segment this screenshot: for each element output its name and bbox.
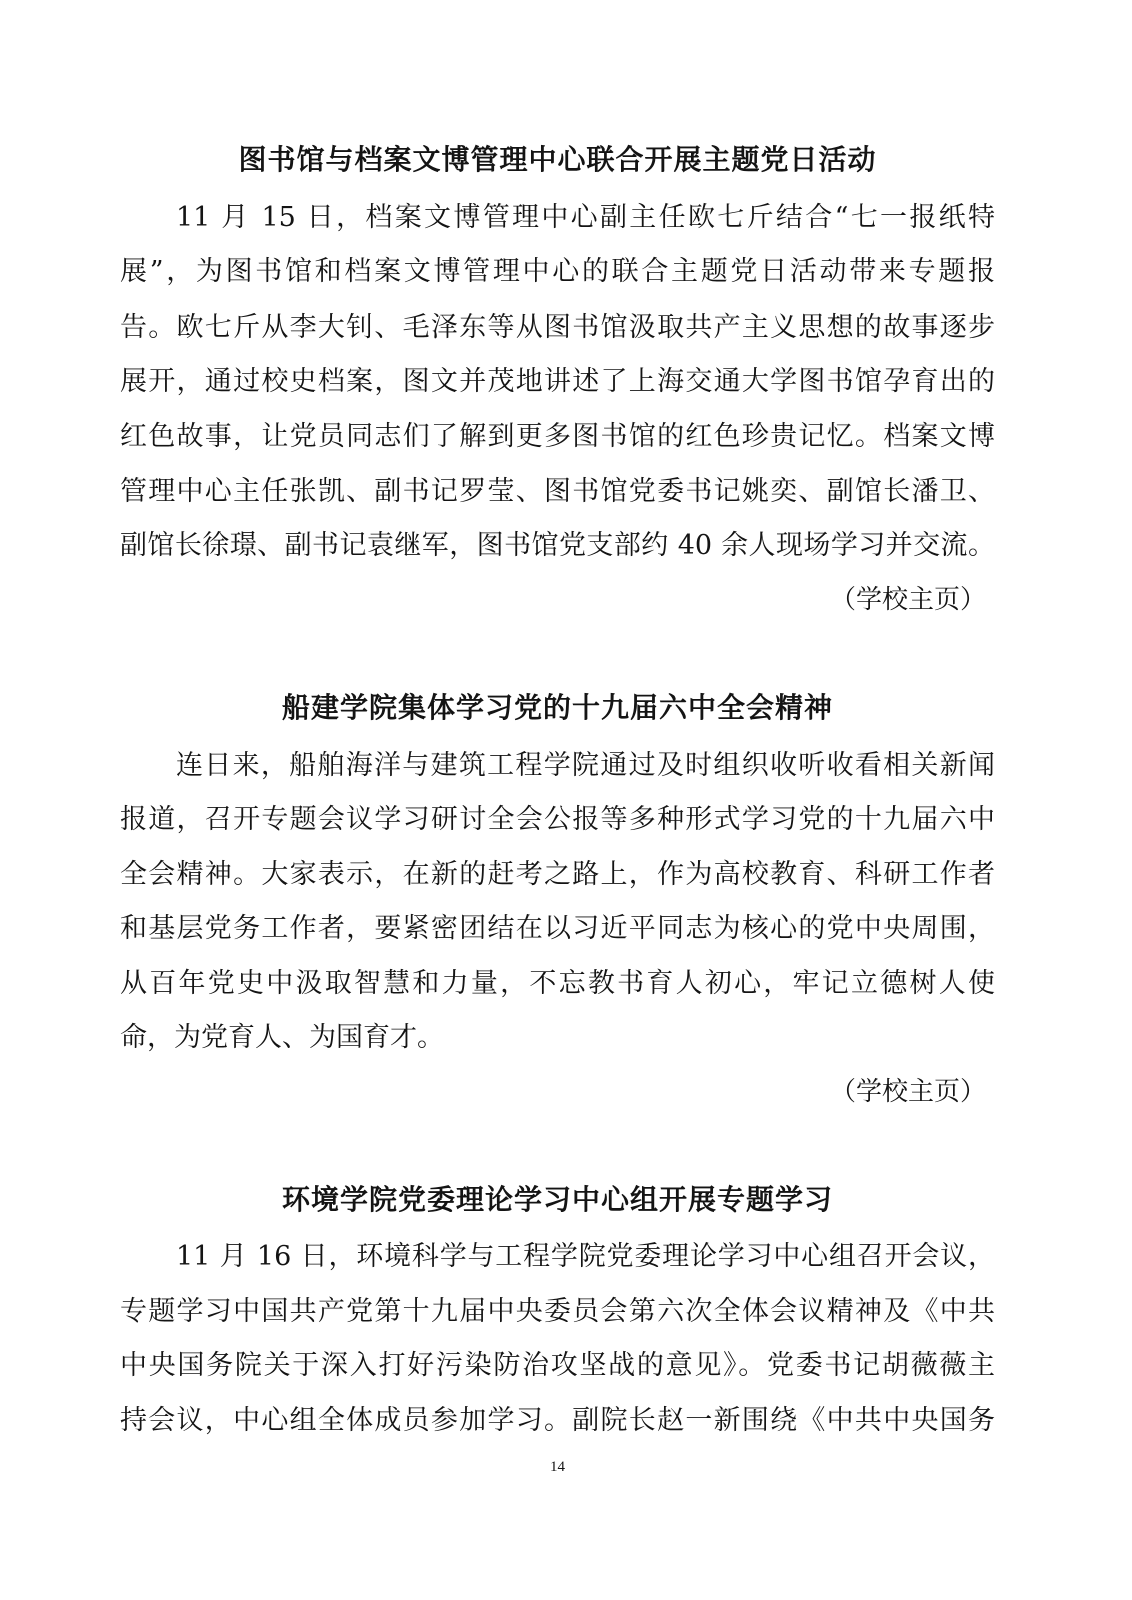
paragraph-line: 连日来，船舶海洋与建筑工程学院通过及时组织收听收看相关新闻: [176, 750, 995, 781]
paragraph-line: 持会议，中心组全体成员参加学习。副院长赵一新围绕《中共中央国务: [120, 1405, 995, 1436]
paragraph-line: 全会精神。大家表示，在新的赶考之路上，作为高校教育、科研工作者: [120, 859, 995, 890]
paragraph-line: 副馆长徐璟、副书记袁继军，图书馆党支部约 40 余人现场学习并交流。: [120, 530, 995, 561]
paragraph-line: 展”，为图书馆和档案文博管理中心的联合主题党日活动带来专题报: [120, 256, 995, 287]
paragraph-line: 从百年党史中汲取智慧和力量，不忘教书育人初心，牢记立德树人使: [120, 968, 995, 999]
source-label: （学校主页）: [829, 585, 986, 615]
paragraph-line: 报道，召开专题会议学习研讨全会公报等多种形式学习党的十九届六中: [120, 804, 995, 835]
paragraph-line: 红色故事，让党员同志们了解到更多图书馆的红色珍贵记忆。档案文博: [120, 421, 995, 452]
page-number: 14: [550, 1459, 565, 1475]
paragraph-line: 展开，通过校史档案，图文并茂地讲述了上海交通大学图书馆孕育出的: [120, 366, 995, 397]
paragraph-line: 告。欧七斤从李大钊、毛泽东等从图书馆汲取共产主义思想的故事逐步: [120, 312, 995, 343]
paragraph-line: 11 月 15 日，档案文博管理中心副主任欧七斤结合“七一报纸特: [176, 202, 995, 233]
paragraph-line: 和基层党务工作者，要紧密团结在以习近平同志为核心的党中央周围，: [120, 913, 995, 944]
paragraph-line: 中央国务院关于深入打好污染防治攻坚战的意见》。党委书记胡薇薇主: [120, 1350, 995, 1381]
paragraph-line: 命，为党育人、为国育才。: [120, 1022, 444, 1053]
paragraph-line: 11 月 16 日，环境科学与工程学院党委理论学习中心组召开会议，: [176, 1241, 995, 1272]
article-title: 环境学院党委理论学习中心组开展专题学习: [281, 1183, 833, 1216]
source-label: （学校主页）: [829, 1077, 986, 1107]
paragraph-line: 管理中心主任张凯、副书记罗莹、图书馆党委书记姚奕、副馆长潘卫、: [120, 476, 995, 507]
article-title: 船建学院集体学习党的十九届六中全会精神: [281, 691, 833, 724]
article-title: 图书馆与档案文博管理中心联合开展主题党日活动: [238, 143, 877, 176]
paragraph-line: 专题学习中国共产党第十九届中央委员会第六次全体会议精神及《中共: [120, 1296, 995, 1327]
